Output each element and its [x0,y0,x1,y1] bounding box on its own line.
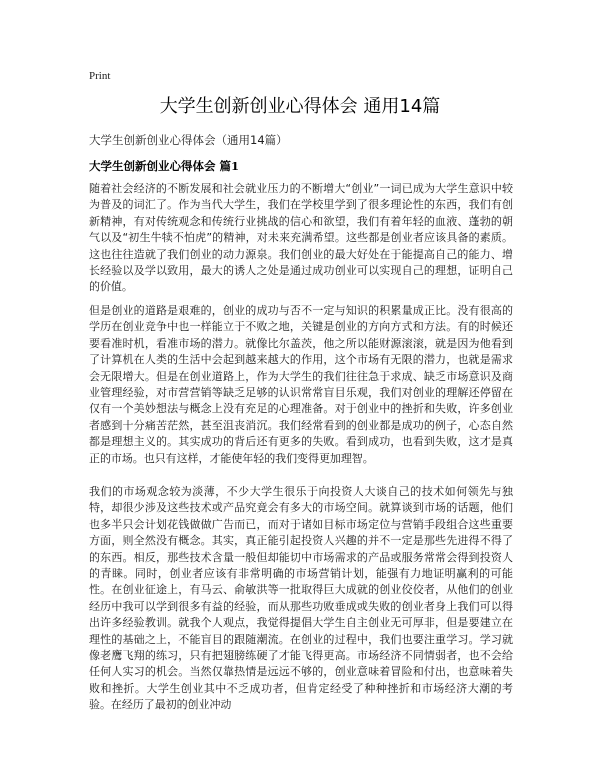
paragraph-2: 但是创业的道路是艰难的，创业的成功与否不一定与知识的积累量成正比。没有很高的学历在创业竞争中也一样能立于不败之地，关键是创业的方向方式和方法。有的时候还要看准时机，看准市场的潜力。就像比尔盖茨，他之所以能财源滚滚，就是因为他看到了计算机在人类的生活中会起到越来越大的作用，这个市场有无限的潜力，也就是需求会无限增大。但是在创业道路上，作为大学生的我们往往急于求成、缺乏市场意识及商业管理经验，对市营营销等缺乏足够的认识常常盲目乐观，我们对创业的理解还停留在仅有一个美妙想法与概念上没有充足的心理准备。对于创业中的挫折和失败，许多创业者感到十分痛苦茫然，甚至沮丧消沉。我们经常看到的创业都是成功的例子，心态自然都是理想主义的。其实成功的背后还有更多的失败。看到成功，也看到失败，这才是真正的市场。也只有这样，才能使年轻的我们变得更加理智。 [89,304,513,465]
section-heading: 大学生创新创业心得体会 篇1 [89,159,240,173]
print-link[interactable]: Print [89,70,111,82]
paragraph-3: 我们的市场观念较为淡薄，不少大学生很乐于向投资人大谈自己的技术如何领先与独特，却很少涉及这些技术或产品究竟会有多大的市场空间。就算谈到市场的话题，他们也多半只会计划花钱做做广告而已，而对于诸如目标市场定位与营销手段组合这些重要方面，则全然没有概念。其实，真正能引起投资人兴趣的并不一定是那些先进得不得了的东西。相反，那些技术含量一般但却能切中市场需求的产品或服务常常会得到投资人的青睐。同时，创业者应该有非常明确的市场营销计划，能强有力地证明赢利的可能性。在创业征途上，有马云、俞敏洪等一批取得巨大成就的创业佼佼者，从他们的创业经历中我可以学到很多有益的经验，而从那些功败垂成或失败的创业者身上我们可以得出许多经验教训。就我个人观点，我觉得提倡大学生自主创业无可厚非，但是要建立在理性的基础之上，不能盲目的跟随潮流。在创业的过程中，我们也要注重学习。学习就像老鹰飞翔的练习，只有把翅膀练硬了才能飞得更高。市场经济不同情弱者，也不会给任何人实习的机会。当然仅靠热情是远远不够的，创业意味着冒险和付出，也意味着失败和挫折。大学生创业其中不乏成功者，但肯定经受了种种挫折和市场经济大潮的考验。在经历了最初的创业冲动 [89,485,513,712]
page-title: 大学生创新创业心得体会 通用14篇 [159,96,441,117]
document-subtitle: 大学生创新创业心得体会（通用14篇） [89,133,288,147]
paragraph-1: 随着社会经济的不断发展和社会就业压力的不断增大“创业”一词已成为大学生意识中较为普及的词汇了。作为当代大学生，我们在学校里学到了很多理论性的东西，我们有创新精神，有对传统观念和传统行业挑战的信心和欲望，我们有着年轻的血液、蓬勃的朝气以及“初生牛犊不怕虎”的精神，对未来充满希望。这些都是创业者应该具备的素质。这也往往造就了我们创业的动力源泉。我们创业的最大好处在于能提高自己的能力、增长经验以及学以致用，最大的诱人之处是通过成功创业可以实现自己的理想，证明自己的价值。 [89,182,513,294]
